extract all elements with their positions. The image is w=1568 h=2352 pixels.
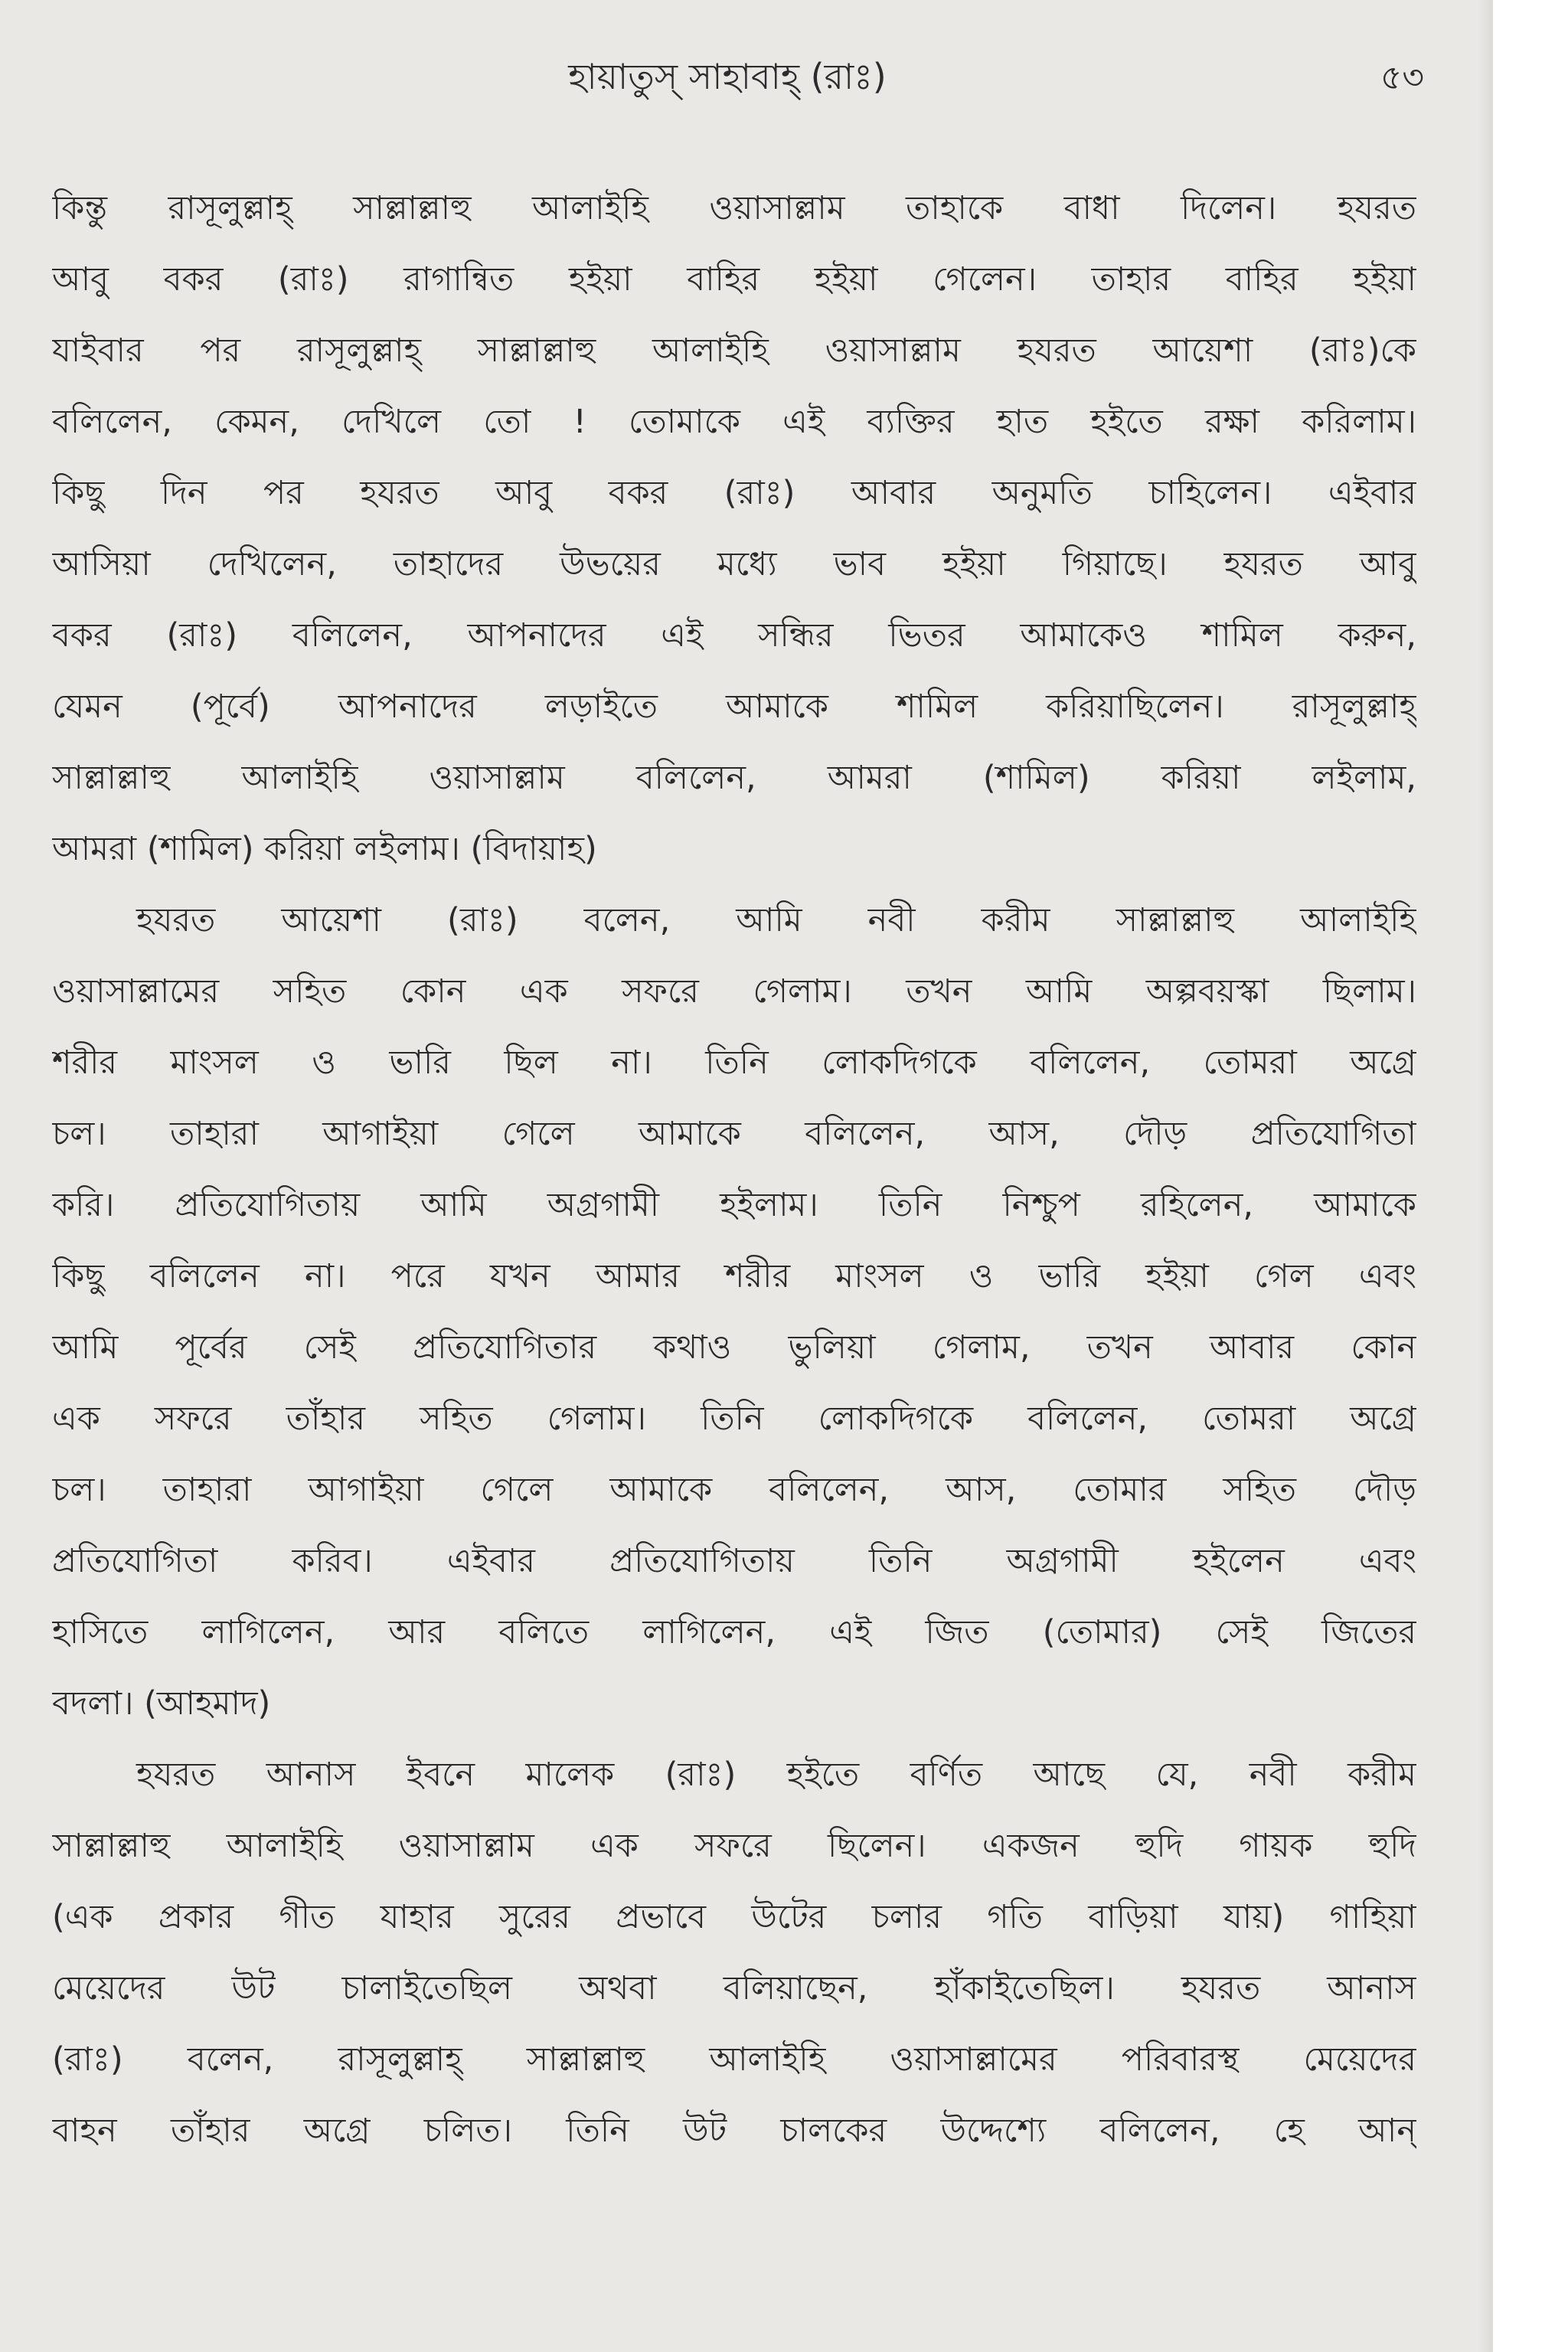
text-line: যাইবার পর রাসূলুল্লাহ্ সাল্লাল্লাহু আলাইহি ওয়াসাল্লাম হযরত আয়েশা (রাঃ)কে <box>52 332 1416 370</box>
text-line: করি। প্রতিযোগিতায় আমি অগ্রগামী হইলাম। তিনি নিশ্চুপ রহিলেন, আমাকে <box>52 1186 1416 1224</box>
paragraph-first-line: হযরত আয়েশা (রাঃ) বলেন, আমি নবী করীম সাল্লাল্লাহু আলাইহি <box>136 901 1416 939</box>
text-line: সাল্লাল্লাহু আলাইহি ওয়াসাল্লাম বলিলেন, আমরা (শামিল) করিয়া লইলাম, <box>52 759 1416 797</box>
paragraph-first-line: হযরত আনাস ইবনে মালেক (রাঃ) হইতে বর্ণিত আছে যে, নবী করীম <box>136 1756 1416 1794</box>
text-line: সাল্লাল্লাহু আলাইহি ওয়াসাল্লাম এক সফরে ছিলেন। একজন হুদি গায়ক হুদি <box>52 1827 1416 1865</box>
text-line: শরীর মাংসল ও ভারি ছিল না। তিনি লোকদিগকে বলিলেন, তোমরা অগ্রে <box>52 1044 1416 1082</box>
text-line: আসিয়া দেখিলেন, তাহাদের উভয়ের মধ্যে ভাব হইয়া গিয়াছে। হযরত আবু <box>52 545 1416 583</box>
text-line: (রাঃ) বলেন, রাসূলুল্লাহ্ সাল্লাল্লাহু আলাইহি ওয়াসাল্লামের পরিবারস্থ মেয়েদের <box>52 2040 1416 2079</box>
text-line: মেয়েদের উট চালাইতেছিল অথবা বলিয়াছেন, হাঁকাইতেছিল। হযরত আনাস <box>52 1969 1416 2007</box>
text-line: বাহন তাঁহার অগ্রে চলিত। তিনি উট চালকের উদ্দেশ্যে বলিলেন, হে আন্ <box>52 2112 1416 2150</box>
text-line: কিছু দিন পর হযরত আবু বকর (রাঃ) আবার অনুমতি চাহিলেন। এইবার <box>52 474 1416 512</box>
text-line: কিন্তু রাসূলুল্লাহ্ সাল্লাল্লাহু আলাইহি ওয়াসাল্লাম তাহাকে বাধা দিলেন। হযরত <box>52 189 1416 227</box>
text-line: ওয়াসাল্লামের সহিত কোন এক সফরে গেলাম। তখন আমি অল্পবয়স্কা ছিলাম। <box>52 972 1416 1011</box>
text-line: আমি পূর্বের সেই প্রতিযোগিতার কথাও ভুলিয়া গেলাম, তখন আবার কোন <box>52 1328 1416 1367</box>
text-line: হাসিতে লাগিলেন, আর বলিতে লাগিলেন, এই জিত (তোমার) সেই জিতের <box>52 1613 1416 1651</box>
paragraph-end-line: আমরা (শামিল) করিয়া লইলাম। (বিদায়াহ) <box>52 830 597 868</box>
page-number: ৫৩ <box>1380 58 1424 97</box>
body-text <box>52 173 1416 2167</box>
text-line: চল। তাহারা আগাইয়া গেলে আমাকে বলিলেন, আস, দৌড় প্রতিযোগিতা <box>52 1115 1416 1153</box>
text-line: প্রতিযোগিতা করিব। এইবার প্রতিযোগিতায় তিনি অগ্রগামী হইলেন এবং <box>52 1542 1416 1580</box>
paragraph-end-line: বদলা। (আহমাদ) <box>52 1684 271 1723</box>
text-line: চল। তাহারা আগাইয়া গেলে আমাকে বলিলেন, আস, তোমার সহিত দৌড় <box>52 1471 1416 1509</box>
text-line: (এক প্রকার গীত যাহার সুরের প্রভাবে উটের চলার গতি বাড়িয়া যায়) গাহিয়া <box>52 1898 1416 1936</box>
text-line: বকর (রাঃ) বলিলেন, আপনাদের এই সন্ধির ভিতর আমাকেও শামিল করুন, <box>52 616 1416 655</box>
running-header-title: হায়াতুস্ সাহাবাহ্ (রাঃ) <box>568 56 887 97</box>
text-line: কিছু বলিলেন না। পরে যখন আমার শরীর মাংসল ও ভারি হইয়া গেল এবং <box>52 1257 1416 1295</box>
page-edge-shadow <box>1478 0 1493 2352</box>
text-line: বলিলেন, কেমন, দেখিলে তো ! তোমাকে এই ব্যক্তির হাত হইতে রক্ষা করিলাম। <box>52 403 1416 441</box>
text-line: আবু বকর (রাঃ) রাগান্বিত হইয়া বাহির হইয়া গেলেন। তাহার বাহির হইয়া <box>52 260 1416 299</box>
text-line: যেমন (পূর্বে) আপনাদের লড়াইতে আমাকে শামিল করিয়াছিলেন। রাসূলুল্লাহ্ <box>52 688 1416 726</box>
text-line: এক সফরে তাঁহার সহিত গেলাম। তিনি লোকদিগকে বলিলেন, তোমরা অগ্রে <box>52 1400 1416 1438</box>
